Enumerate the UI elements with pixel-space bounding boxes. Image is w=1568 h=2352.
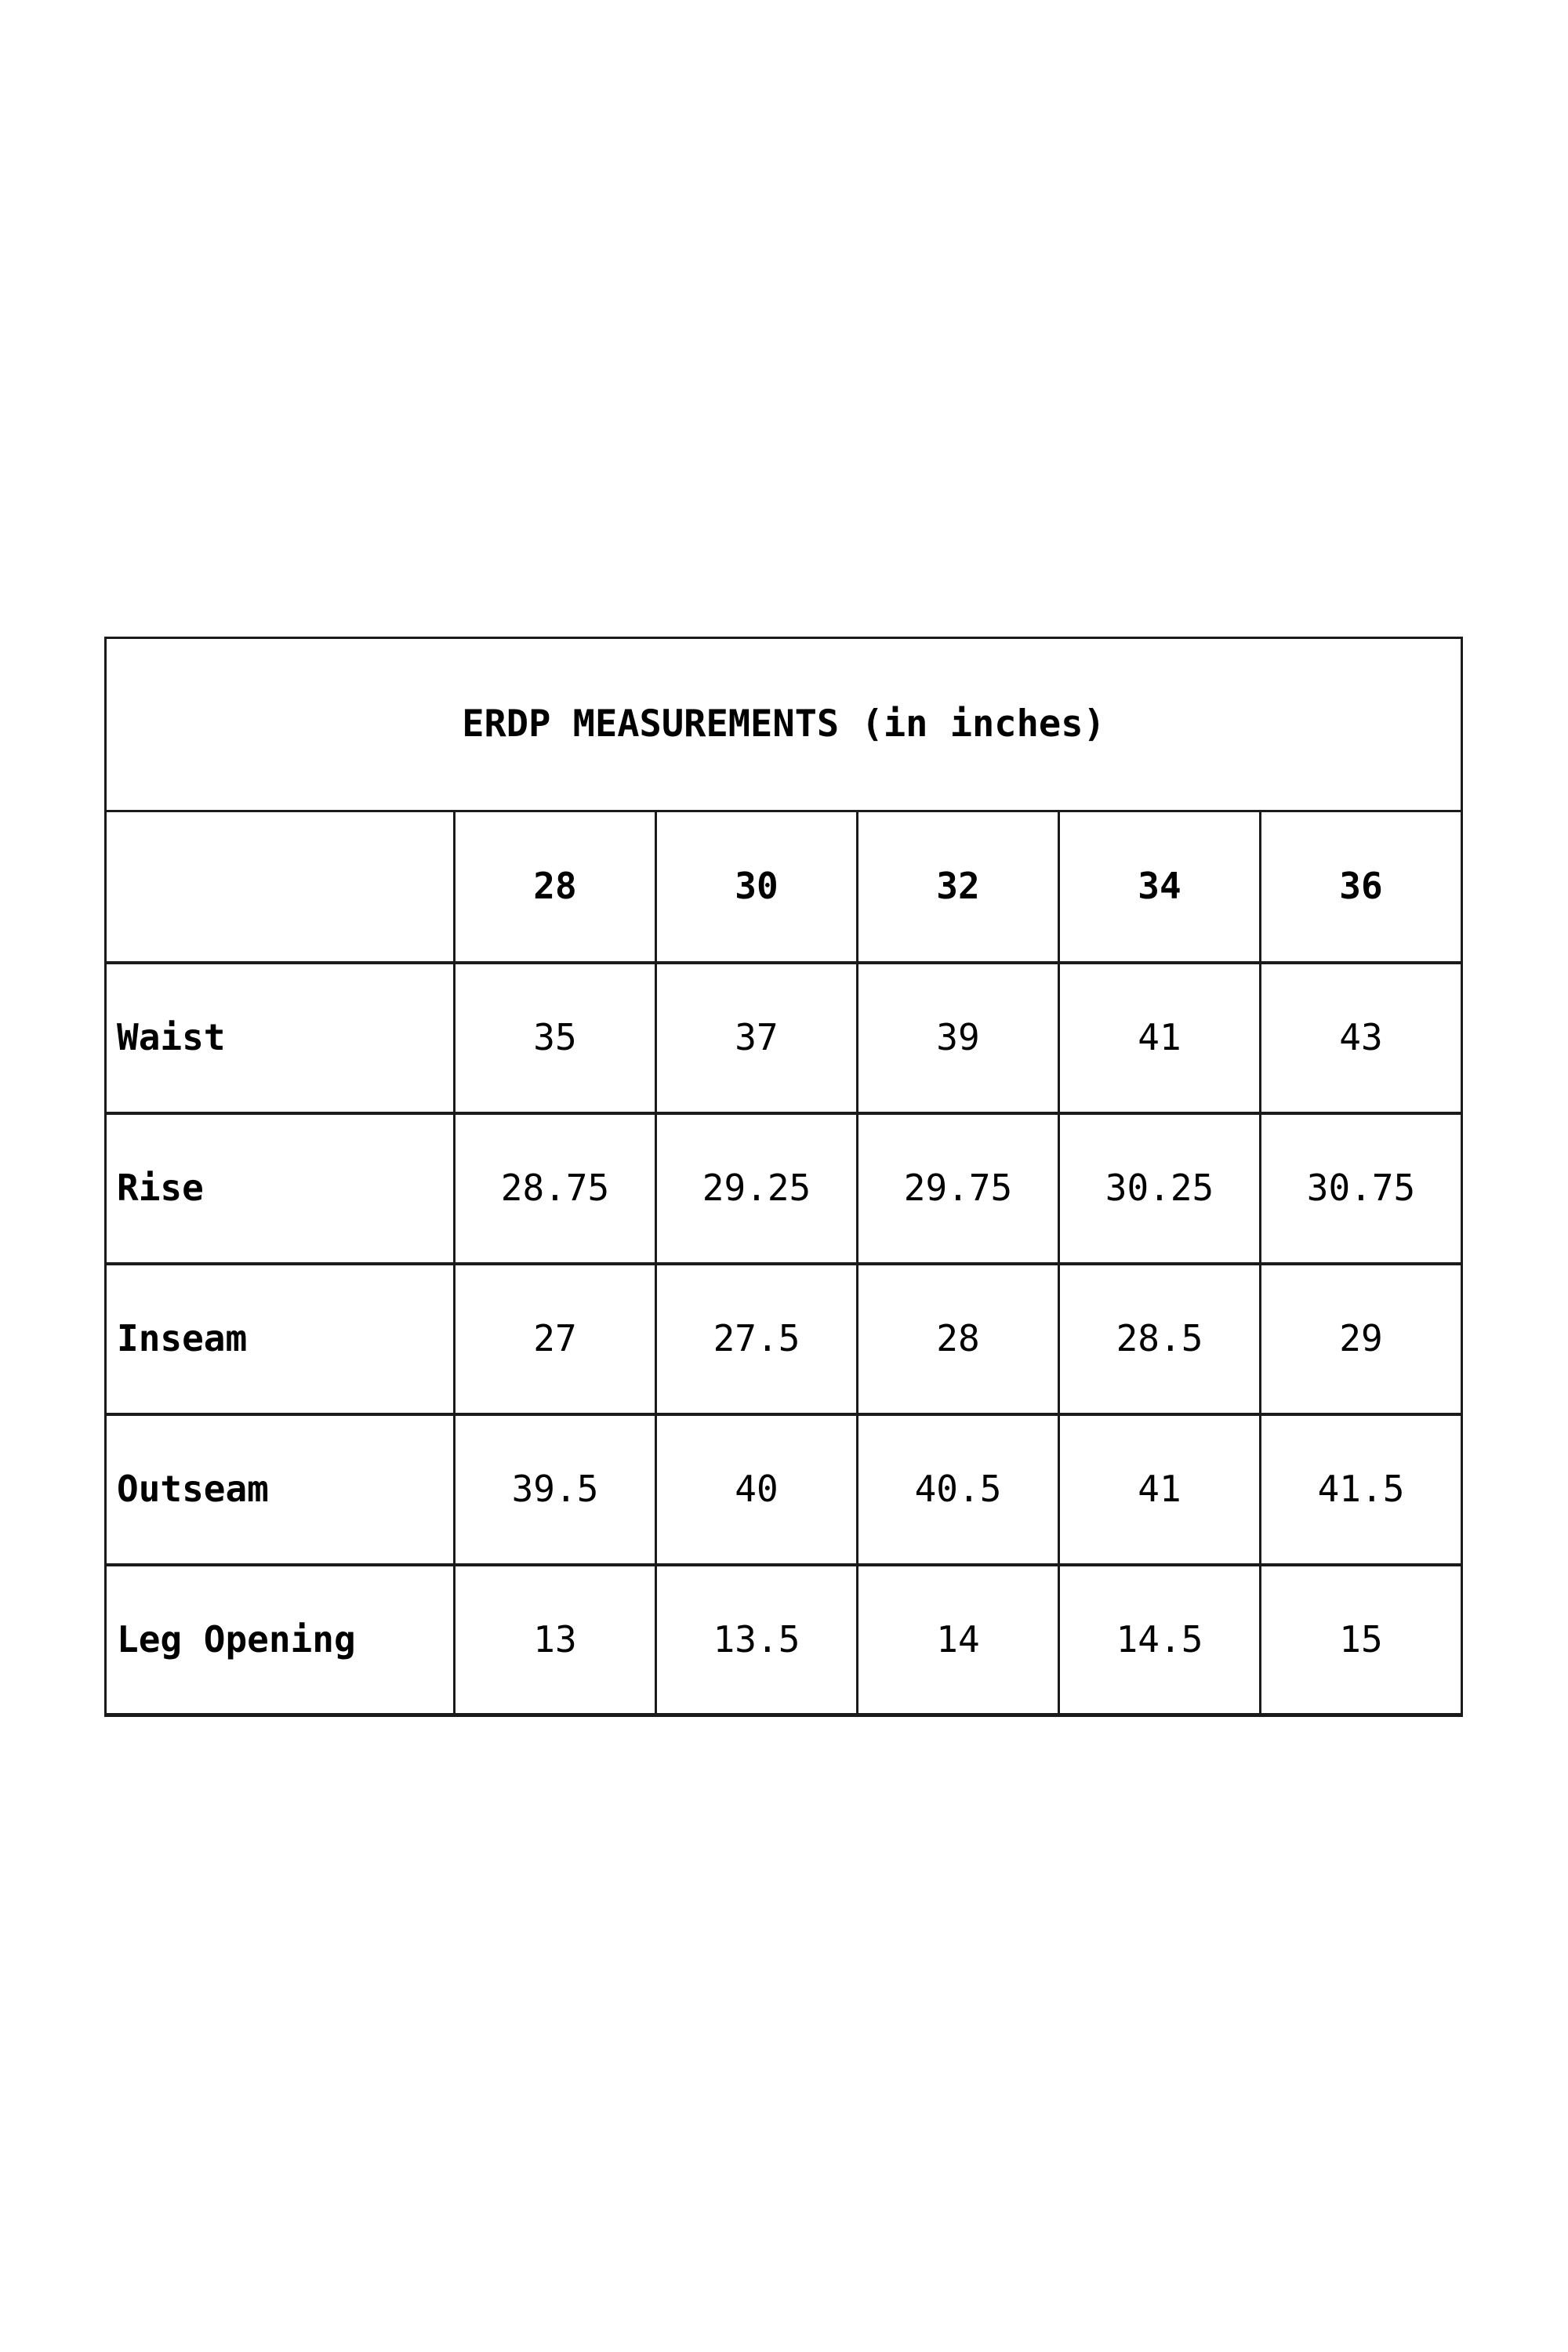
value-cell: 28.75 (455, 1113, 656, 1264)
corner-cell (106, 811, 455, 963)
value-cell: 13.5 (656, 1565, 858, 1715)
value-cell: 41.5 (1261, 1414, 1462, 1565)
column-header-row (106, 811, 1462, 963)
table-body (106, 963, 1462, 1715)
value-cell: 41 (1059, 963, 1261, 1113)
value-cell: 29.75 (858, 1113, 1059, 1264)
row-label: Outseam (106, 1414, 455, 1565)
value-cell: 35 (455, 963, 656, 1113)
value-cell: 14 (858, 1565, 1059, 1715)
value-cell: 28.5 (1059, 1264, 1261, 1414)
column-header-36: 36 (1261, 811, 1462, 963)
value-cell: 39 (858, 963, 1059, 1113)
column-header-32: 32 (858, 811, 1059, 963)
value-cell: 29.25 (656, 1113, 858, 1264)
value-cell: 28 (858, 1264, 1059, 1414)
measurements-table (104, 637, 1463, 1717)
value-cell: 27 (455, 1264, 656, 1414)
value-cell: 37 (656, 963, 858, 1113)
table-row (106, 1565, 1462, 1715)
row-label: Inseam (106, 1264, 455, 1414)
row-label: Rise (106, 1113, 455, 1264)
table-title: ERDP MEASUREMENTS (in inches) (106, 638, 1462, 811)
value-cell: 15 (1261, 1565, 1462, 1715)
title-row (106, 638, 1462, 811)
value-cell: 40.5 (858, 1414, 1059, 1565)
value-cell: 30.75 (1261, 1113, 1462, 1264)
value-cell: 43 (1261, 963, 1462, 1113)
table-row (106, 1264, 1462, 1414)
row-label: Waist (106, 963, 455, 1113)
column-header-30: 30 (656, 811, 858, 963)
value-cell: 13 (455, 1565, 656, 1715)
value-cell: 39.5 (455, 1414, 656, 1565)
table-row (106, 1414, 1462, 1565)
column-header-28: 28 (455, 811, 656, 963)
value-cell: 27.5 (656, 1264, 858, 1414)
column-header-34: 34 (1059, 811, 1261, 963)
table-row (106, 1113, 1462, 1264)
row-label: Leg Opening (106, 1565, 455, 1715)
value-cell: 40 (656, 1414, 858, 1565)
value-cell: 29 (1261, 1264, 1462, 1414)
table-row (106, 963, 1462, 1113)
value-cell: 14.5 (1059, 1565, 1261, 1715)
value-cell: 41 (1059, 1414, 1261, 1565)
value-cell: 30.25 (1059, 1113, 1261, 1264)
